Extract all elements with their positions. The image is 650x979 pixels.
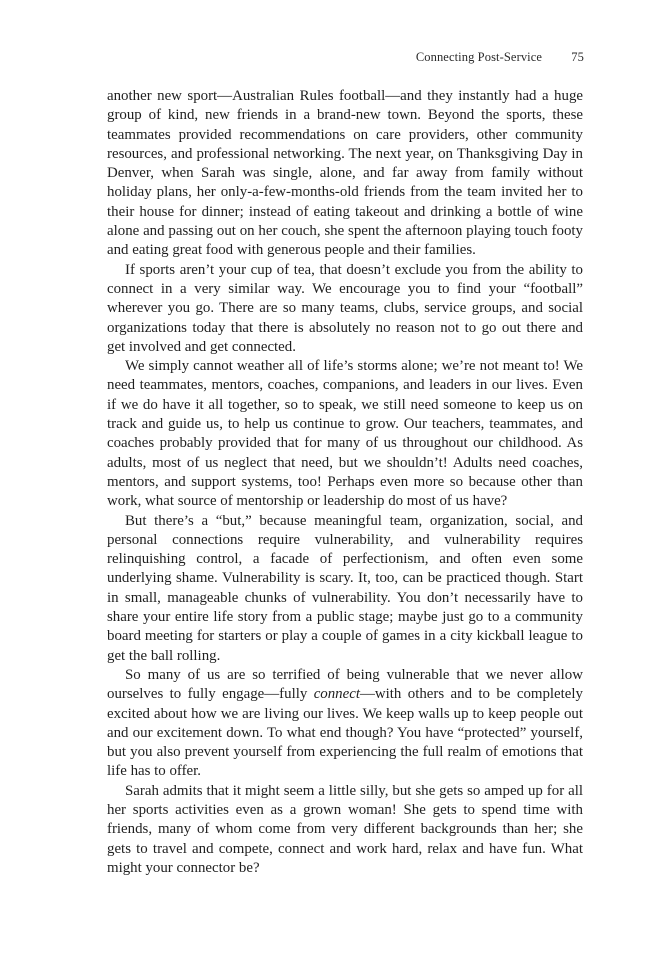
paragraph-6: Sarah admits that it might seem a little silly, but she gets so amped up for all her sports activities even as a grown woman! She gets to spend time with friends, many of whom come from very different backgrounds than her; she gets to travel and compete, connect and work hard, relax and have fun. What might your connector be?: [107, 782, 583, 876]
paragraph-5-emphasis: connect: [313, 686, 360, 703]
page-number: 75: [571, 50, 584, 64]
paragraph-5-before: So many of us are so terrified of being vulnerable that we never allow ourselves to fully engage—fully: [107, 666, 583, 703]
paragraph-5-after: —with others and to be completely excited about how we are living our lives. We keep walls up to keep people out and our excitement down. To what end though? You have “protected” yourself, but you also prevent yourself from experiencing the full realm of emotions that life has to offer.: [107, 686, 583, 780]
paragraph-2: If sports aren’t your cup of tea, that doesn’t exclude you from the ability to connect in a very similar way. We encourage you to find your “football” wherever you go. There are so many teams, clubs, service groups, and social organizations today that there is absolutely no reason not to go out there and get involved and get connected.: [107, 261, 583, 355]
running-header: [416, 50, 584, 65]
body-text: [107, 87, 583, 878]
paragraph-1: another new sport—Australian Rules football—and they instantly had a huge group of kind, new friends in a brand-new town. Beyond the sports, these teammates provided recommendations on care providers, other community resources, and professional networking. The next year, on Thanksgiving Day in Denver, when Sarah was single, alone, and far away from family without holiday plans, her only-a-few-months-old friends from the team invited her to their house for dinner; instead of eating takeout and drinking a bottle of wine alone and passing out on her couch, she spent the afternoon playing touch footy and eating great food with generous people and their families.: [107, 88, 583, 259]
paragraph-3: We simply cannot weather all of life’s storms alone; we’re not meant to! We need teammates, mentors, coaches, companions, and leaders in our lives. Even if we do have it all together, so to speak, we still need someone to keep us on track and guide us, to help us continue to grow. Our teachers, teammates, and coaches probably provided that for many of us throughout our childhood. As adults, most of us neglect that need, but we shouldn’t! Adults need coaches, mentors, and support systems, too! Perhaps even more so because other than work, what source of mentorship or leadership do most of us have?: [107, 358, 583, 510]
paragraph-4: But there’s a “but,” because meaningful team, organization, social, and personal connections require vulnerability, and vulnerability requires relinquishing control, a facade of perfectionism, and often even some underlying shame. Vulnerability is scary. It, too, can be practiced though. Start in small, manageable chunks of vulnerability. You don’t necessarily have to share your entire life story from a public stage; maybe just go to a community board meeting for starters or play a couple of games in a city kickball league to get the ball rolling.: [107, 512, 583, 664]
running-title: Connecting Post-Service: [415, 50, 543, 64]
paragraph-5: [107, 666, 583, 782]
